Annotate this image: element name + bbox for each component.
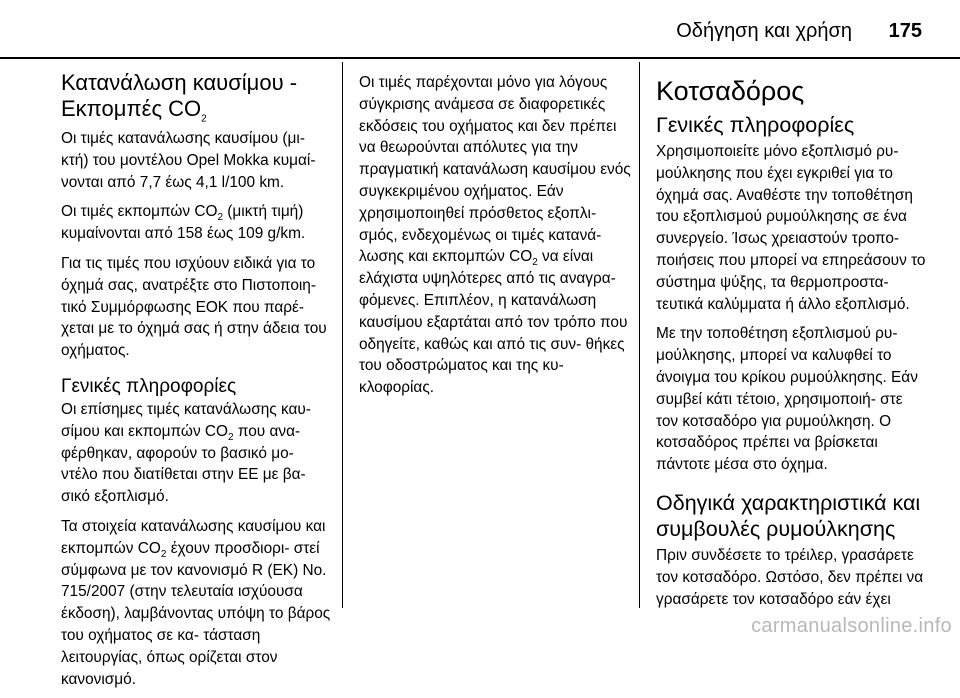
paragraph: Με την τοποθέτηση εξοπλισμού ρυ- μούλκησης, μπορεί να καλυφθεί το άνοιγμα του κρίκου ρυμούλκησης. Εάν συμβεί κάτι τέτοιο, χρησιμοποιή- στε τον κοτσαδόρο για ρυμούλκηση. Ο κοτσαδόρος πρέπει να βρίσκεται πάντοτε μέσα στο όχημα.	[656, 325, 918, 474]
page-number: 175	[888, 20, 922, 42]
column-2	[359, 72, 631, 407]
column-divider-1	[342, 62, 343, 608]
paragraph: Για τις τιμές που ισχύουν ειδικά για το όχημά σας, ανατρέξτε στο Πιστοποιη- τικό Συμμόρφωσης ΕΟΚ που παρέ- χεται με το όχημά σας ή στην άδεια του οχήματος.	[61, 254, 327, 360]
section-heading-fuel-consumption: Κατανάλωση καυσίμου - Εκπομπές $CO_2$	[61, 70, 298, 125]
paragraph: Χρησιμοποιείτε μόνο εξοπλισμό ρυ- μούλκησης που έχει εγκριθεί για το όχημά σας. Αναθέστε την τοποθέτηση του εξοπλισμού ρυμούλκησης σε ένα συνεργείο. Ίσως χρειαστούν τροπο- ποιήσεις που μπορεί να επηρεάσουν το σύστημα ψύξης, τα θερμοπροστα- τευτικά καλύμματα ή άλλο εξοπλισμό.	[656, 143, 926, 313]
page-header	[0, 0, 960, 58]
paragraph: Οι επίσημες τιμές κατανάλωσης καυ- σίμου και εκπομπών $CO_2$ που ανα- φέρθηκαν, αφορούν το βασικό μο- ντέλο που διατίθεται στην ΕΕ με βα- σικό εξοπλισμό.	[61, 400, 311, 506]
header-rule	[0, 57, 960, 59]
column-3	[656, 70, 928, 618]
section-heading-towbar: Κοτσαδόρος	[656, 76, 805, 106]
watermark: carmanualsonline.info	[751, 615, 952, 637]
subheading-general-info: Γενικές πληροφορίες	[61, 375, 237, 397]
paragraph: Τα στοιχεία κατανάλωσης καυσίμου και εκπομπών $CO_2$ έχουν προσδιορι- στεί σύμφωνα με τον κανονισμό R (ΕΚ) No. 715/2007 (στην τελευταία ισχύουσα έκδοση), λαμβάνοντας υπόψη το βάρος του οχήματος σε κα- τάσταση λειτουργίας, όπως ορίζεται στον κανονισμό.	[61, 517, 331, 688]
running-title: Οδήγηση και χρήση	[676, 20, 852, 42]
column-divider-2	[639, 62, 640, 608]
subheading-general-info: Γενικές πληροφορίες	[656, 113, 855, 137]
column-1	[61, 70, 333, 698]
paragraph: Οι τιμές κατανάλωσης καυσίμου (μι- κτή) του μοντέλου Opel Mokka κυμαί- νονται από 7,7 έως 4,1 l/100 km.	[61, 130, 316, 191]
paragraph: Οι τιμές εκπομπών $CO_2$ (μικτή τιμή) κυμαίνονται από 158 έως 109 g/km.	[61, 203, 306, 243]
subheading-towing-tips: Οδηγικά χαρακτηριστικά και συμβουλές ρυμούλκησης	[656, 490, 921, 541]
paragraph: Πριν συνδέσετε το τρέιλερ, γρασάρετε τον κοτσαδόρο. Ωστόσο, δεν πρέπει να γρασάρετε τον κοτσαδόρο εάν έχει	[656, 546, 924, 608]
paragraph: Οι τιμές παρέχονται μόνο για λόγους σύγκρισης ανάμεσα σε διαφορετικές εκδόσεις του οχήματος και δεν πρέπει να θεωρούνται απόλυτες για την πραγματική κατανάλωση καυσίμου ενός συγκεκριμένου οχήματος. Εάν χρησιμοποιηθεί πρόσθετος εξοπλι- σμός, ενδεχομένως οι τιμές κατανά- λωσης και εκπομπών $CO_2$ να είναι ελάχιστα υψηλότερες από τις αναγρα- φόμενες. Επιπλέον, η κατανάλωση καυσίμου εξαρτάται από τον τρόπο που οδηγείτε, καθώς και από τις συν- θήκες του οδοστρώματος και της κυ- κλοφορίας.	[359, 74, 631, 397]
